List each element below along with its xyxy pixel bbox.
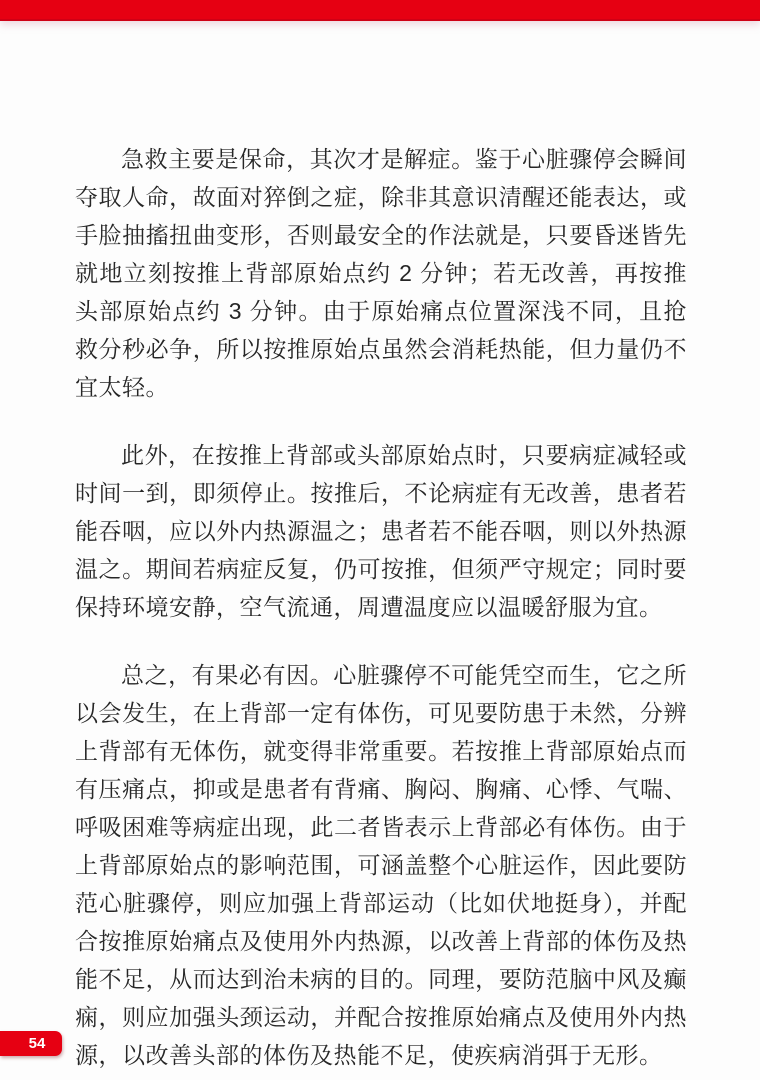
page-number: 54 xyxy=(28,1035,46,1052)
page-number-badge xyxy=(0,1031,62,1056)
page-content xyxy=(75,140,687,1074)
paragraph-1: 急救主要是保命，其次才是解症。鉴于心脏骤停会瞬间夺取人命，故面对猝倒之症，除非其意识清醒还能表达，或手脸抽搐扭曲变形，否则最安全的作法就是，只要昏迷皆先就地立刻按推上背部原始点约 2 分钟；若无改善，再按推头部原始点约 3 分钟。由于原始痛点位置深浅不同，且抢救分秒必争，所以按推原始点虽然会消耗热能，但力量仍不宜太轻。 xyxy=(75,146,687,400)
top-accent-bar xyxy=(0,0,760,21)
paragraph-2: 此外，在按推上背部或头部原始点时，只要病症减轻或时间一到，即须停止。按推后，不论病症有无改善，患者若能吞咽，应以外内热源温之；患者若不能吞咽，则以外热源温之。期间若病症反复，仍可按推，但须严守规定；同时要保持环境安静，空气流通，周遭温度应以温暖舒服为宜。 xyxy=(75,442,687,620)
paragraph-3: 总之，有果必有因。心脏骤停不可能凭空而生，它之所以会发生，在上背部一定有体伤，可见要防患于未然，分辨上背部有无体伤，就变得非常重要。若按推上背部原始点而有压痛点，抑或是患者有背痛、胸闷、胸痛、心悸、气喘、呼吸困难等病症出现，此二者皆表示上背部必有体伤。由于上背部原始点的影响范围，可涵盖整个心脏运作，因此要防范心脏骤停，则应加强上背部运动（比如伏地挺身），并配合按推原始痛点及使用外内热源，以改善上背部的体伤及热能不足，从而达到治未病的目的。同理，要防范脑中风及癫痫，则应加强头颈运动，并配合按推原始痛点及使用外内热源，以改善头部的体伤及热能不足，使疾病消弭于无形。 xyxy=(75,662,687,1068)
